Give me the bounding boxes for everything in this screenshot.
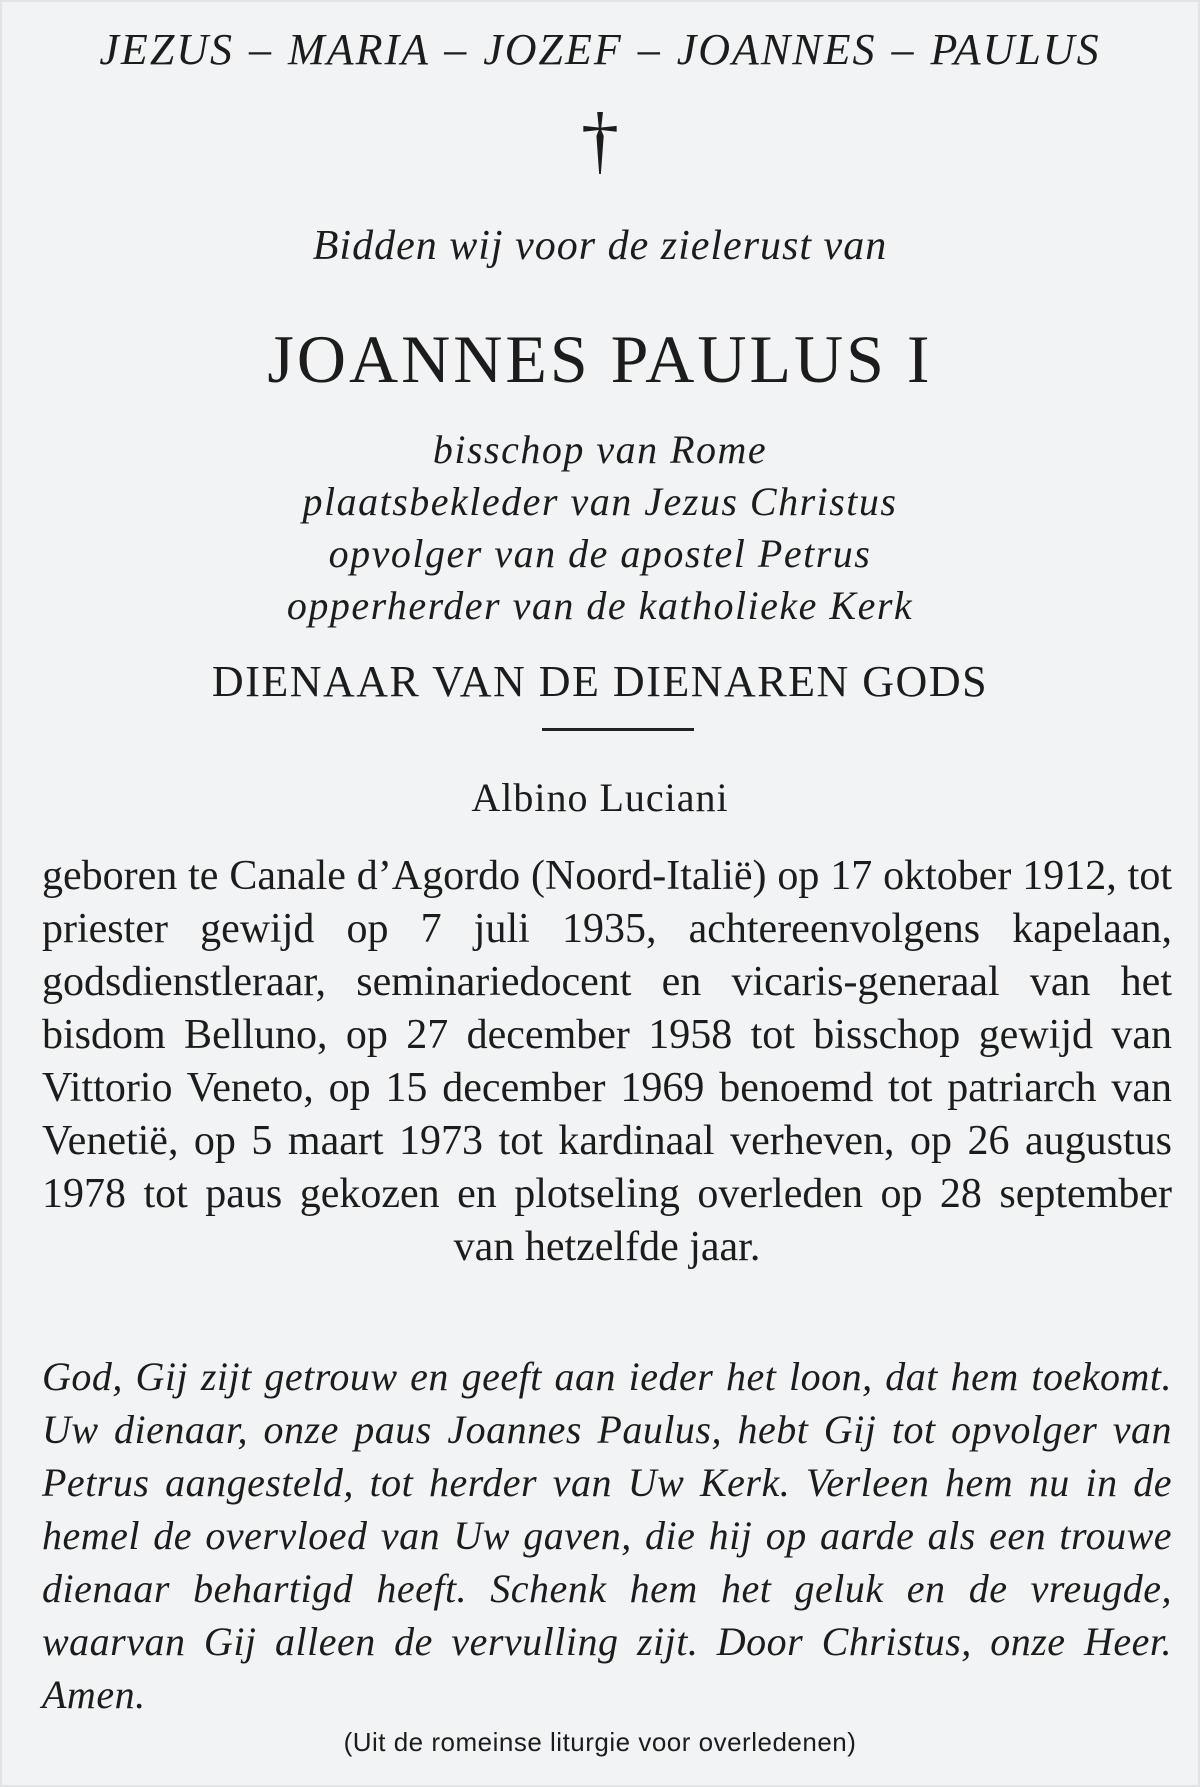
title-line: opvolger van de apostel Petrus xyxy=(328,531,872,576)
prayer-paragraph: God, Gij zijt getrouw en geeft aan ieder het loon, dat hem toekomt. Uw dienaar, onze paus Joannes Paulus, hebt Gij tot opvolger van Petrus aangesteld, tot herder van Uw Kerk. Verleen hem nu in de hemel de overvloed van Uw gaven, die hij op aarde als een trouwe dienaar behartigd heeft. Schenk hem het geluk en de vreugde, waarvan Gij alleen de vervulling zijt. Door Christus, onze Heer. Amen. xyxy=(42,1354,1172,1717)
deceased-name: JOANNES PAULUS I xyxy=(267,321,933,397)
cross-icon: † xyxy=(581,98,619,182)
divider-line xyxy=(542,728,694,731)
birth-name: Albino Luciani xyxy=(471,775,729,820)
title-line: opperherder van de katholieke Kerk xyxy=(286,583,914,628)
titles-list xyxy=(2,424,1198,632)
invocation-heading: JEZUS – MARIA – JOZEF – JOANNES – PAULUS xyxy=(99,25,1101,74)
title-line: bisschop van Rome xyxy=(432,427,768,472)
title-line: plaatsbekleder van Jezus Christus xyxy=(302,479,898,524)
biography-paragraph: geboren te Canale d’Agordo (Noord-Italië) op 17 oktober 1912, tot priester gewijd op 7 juli 1935, achtereenvolgens kapelaan, godsdienstleraar, seminariedocent en vicaris-generaal van het bisdom Belluno, op 27 december 1958 tot bisschop gewijd van Vittorio Veneto, op 15 december 1969 benoemd tot patriarch van Venetië, op 5 maart 1973 tot kardinaal verheven, op 26 augustus 1978 tot paus gekozen en plotseling overleden op 28 september van hetzelfde jaar. xyxy=(42,853,1172,1270)
servant-title: DIENAAR VAN DE DIENAREN GODS xyxy=(211,657,989,706)
source-note: (Uit de romeinse liturgie voor overledenen) xyxy=(343,1727,857,1757)
prayer-intro: Bidden wij voor de zielerust van xyxy=(312,223,888,269)
